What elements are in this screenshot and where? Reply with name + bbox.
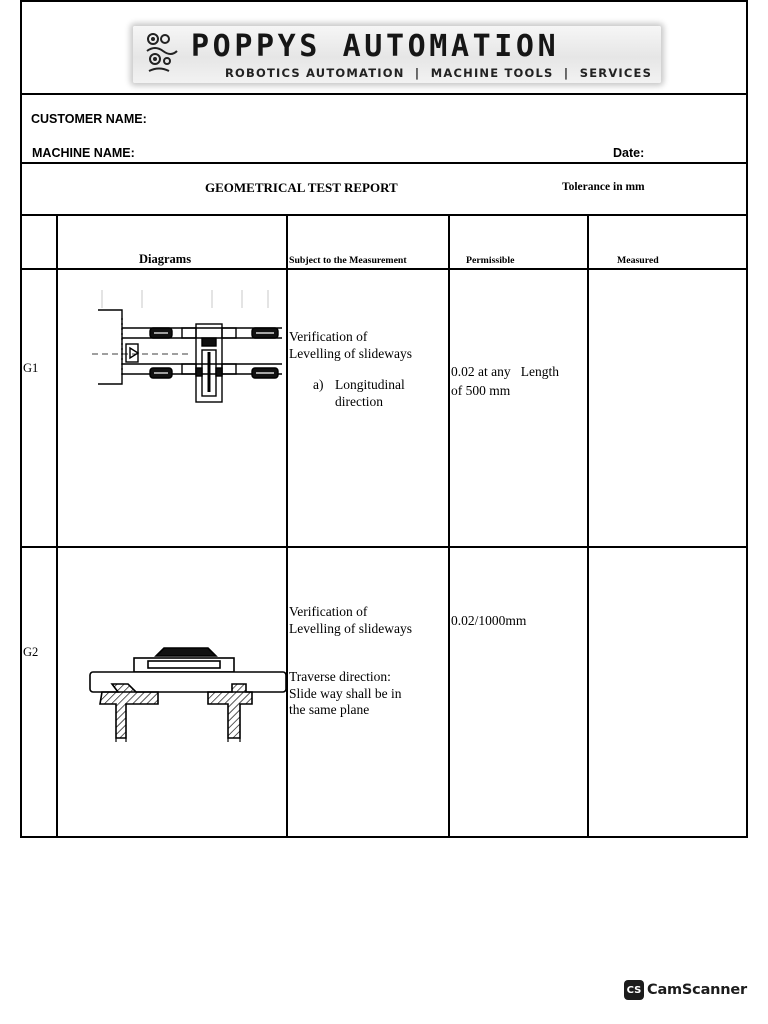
- logo-emblem-icon: [139, 29, 185, 77]
- col-line-diagrams: [56, 214, 58, 838]
- column-header-subject: Subject to the Measurement: [289, 255, 407, 266]
- logo-title: POPPYS AUTOMATION: [191, 29, 560, 64]
- customer-name-label: CUSTOMER NAME:: [31, 112, 147, 126]
- date-label: Date:: [613, 146, 645, 160]
- g2-subject: [289, 604, 412, 637]
- g1-sub-item: [335, 377, 405, 410]
- camscanner-logo-icon: CS: [624, 980, 644, 1000]
- columns-divider-top: [20, 214, 748, 216]
- g2-permissible: [451, 613, 526, 630]
- g2-traverse-slideway-diagram: [86, 644, 288, 742]
- column-header-permissible: Permissible: [466, 255, 515, 266]
- row-id-g1: G1: [23, 361, 39, 375]
- g1-permissible: [451, 363, 559, 400]
- logo-subtitle: ROBOTICS AUTOMATION | MACHINE TOOLS | SERVICES: [225, 66, 653, 80]
- g2-subject-line-1: Verification of: [289, 604, 368, 619]
- row-divider: [20, 546, 748, 548]
- col-line-measured: [587, 214, 589, 838]
- g2-traverse-line-3: the same plane: [289, 702, 370, 717]
- camscanner-watermark: [624, 980, 747, 1000]
- machine-name-label: MACHINE NAME:: [32, 146, 135, 160]
- report-title: GEOMETRICAL TEST REPORT: [205, 180, 398, 195]
- header-divider: [20, 93, 748, 95]
- g1-sub-item-marker: a): [313, 377, 324, 392]
- g2-traverse-note: [289, 669, 401, 719]
- g2-permissible-line-1: 0.02/1000mm: [451, 613, 527, 628]
- col-line-permissible: [448, 214, 450, 838]
- tolerance-note: Tolerance in mm: [562, 181, 645, 193]
- g1-subject-line-1: Verification of: [289, 329, 368, 344]
- g1-measured-value[interactable]: [595, 363, 740, 383]
- column-header-diagrams: Diagrams: [139, 252, 192, 266]
- table-border-right: [746, 0, 748, 838]
- g2-measured-value[interactable]: [595, 613, 740, 633]
- g1-permissible-line-2: of 500 mm: [451, 382, 511, 398]
- g1-subject-line-2: Levelling of slideways: [289, 345, 412, 361]
- table-border-top: [20, 0, 748, 2]
- table-border-bottom: [20, 836, 748, 838]
- column-header-measured: Measured: [617, 255, 659, 266]
- row-id-g2: G2: [23, 645, 39, 659]
- g1-subject: [289, 329, 412, 362]
- g2-traverse-line-2: Slide way shall be in: [289, 685, 402, 701]
- table-border-left: [20, 0, 22, 838]
- g2-subject-line-2: Levelling of slideways: [289, 620, 412, 636]
- title-divider: [20, 162, 748, 164]
- g1-longitudinal-slideway-diagram: [92, 288, 288, 406]
- g1-permissible-line-1: 0.02 at any Length: [451, 364, 559, 379]
- camscanner-label: CamScanner: [647, 982, 747, 998]
- g1-sub-item-line-1: Longitudinal: [335, 377, 405, 392]
- g2-traverse-line-1: Traverse direction:: [289, 669, 391, 684]
- columns-divider-bottom: [20, 268, 748, 270]
- g1-sub-item-line-2: direction: [335, 393, 383, 409]
- company-logo: [133, 26, 661, 83]
